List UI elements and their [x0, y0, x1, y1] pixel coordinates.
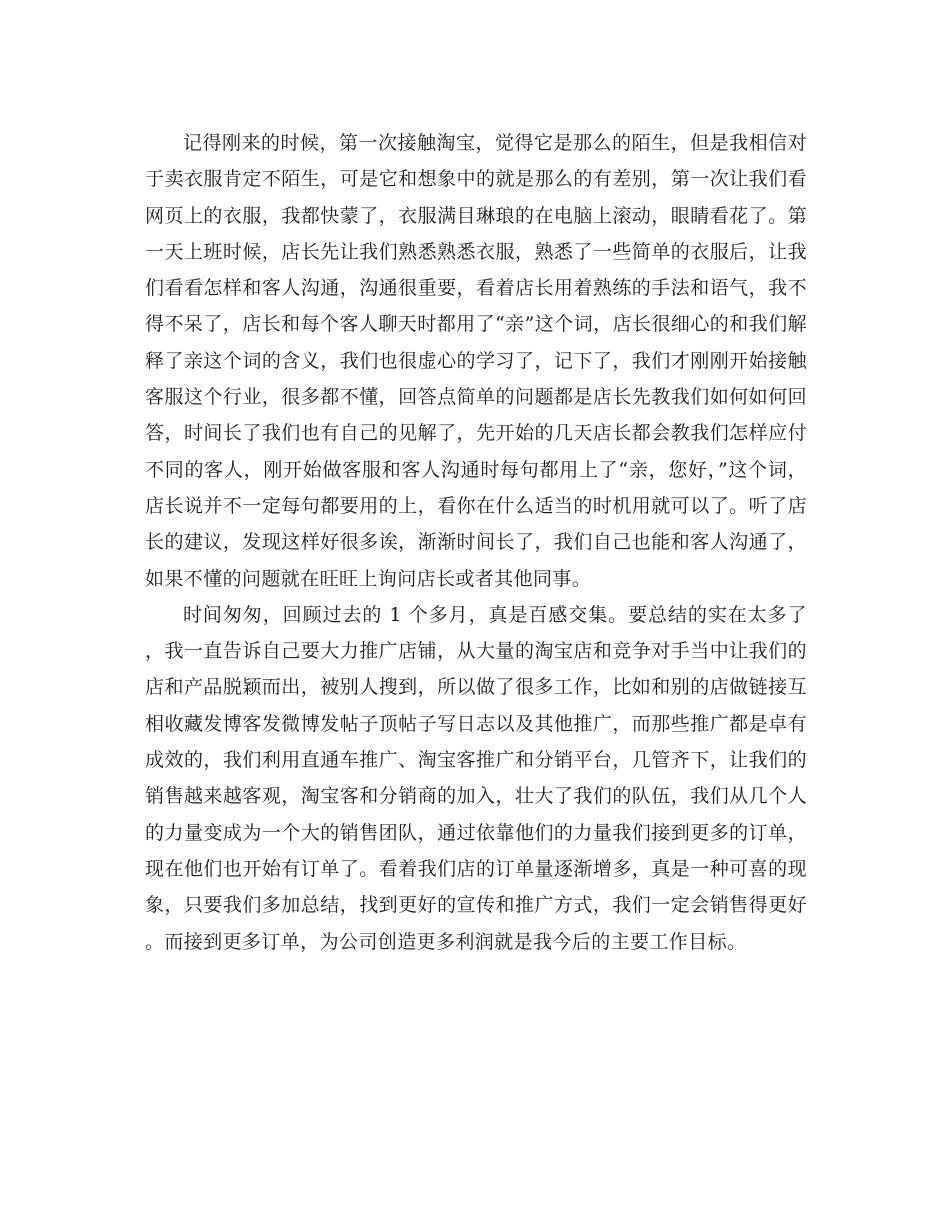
document-body: [145, 125, 807, 960]
paragraph-2: 时间匆匆，回顾过去的 1 个多月，真是百感交集。要总结的实在太多了，我一直告诉自己要大力推广店铺，从大量的淘宝店和竞争对手当中让我们的店和产品脱颖而出，被别人搜到，所以做了很多工作，比如和别的店做链接互相收藏发博客发微博发帖子顶帖子写日志以及其他推广，而那些推广都是卓有成效的，我们利用直通车推广、淘宝客推广和分销平台，几管齐下，让我们的销售越来越客观，淘宝客和分销商的加入，壮大了我们的队伍，我们从几个人的力量变成为一个大的销售团队，通过依靠他们的力量我们接到更多的订单，现在他们也开始有订单了。看着我们店的订单量逐渐增多，真是一种可喜的现象，只要我们多加总结，找到更好的宣传和推广方式，我们一定会销售得更好。而接到更多订单，为公司创造更多利润就是我今后的主要工作目标。: [145, 603, 807, 953]
paragraph-1: 记得刚来的时候，第一次接触淘宝，觉得它是那么的陌生，但是我相信对于卖衣服肯定不陌生，可是它和想象中的就是那么的有差别，第一次让我们看网页上的衣服，我都快蒙了，衣服满目琳琅的在电脑上滚动，眼睛看花了。第一天上班时候，店长先让我们熟悉熟悉衣服，熟悉了一些简单的衣服后，让我们看看怎样和客人沟通，沟通很重要，看着店长用着熟练的手法和语气，我不得不呆了，店长和每个客人聊天时都用了“亲”这个词，店长很细心的和我们解释了亲这个词的含义，我们也很虚心的学习了，记下了，我们才刚刚开始接触客服这个行业，很多都不懂，回答点简单的问题都是店长先教我们如何如何回答，时间长了我们也有自己的见解了，先开始的几天店长都会教我们怎样应付不同的客人，刚开始做客服和客人沟通时每句都用上了“亲，您好，”这个词，店长说并不一定每句都要用的上，看你在什么适当的时机用就可以了。听了店长的建议，发现这样好很多诶，渐渐时间长了，我们自己也能和客人沟通了，如果不懂的问题就在旺旺上询问店长或者其他同事。: [145, 132, 807, 590]
